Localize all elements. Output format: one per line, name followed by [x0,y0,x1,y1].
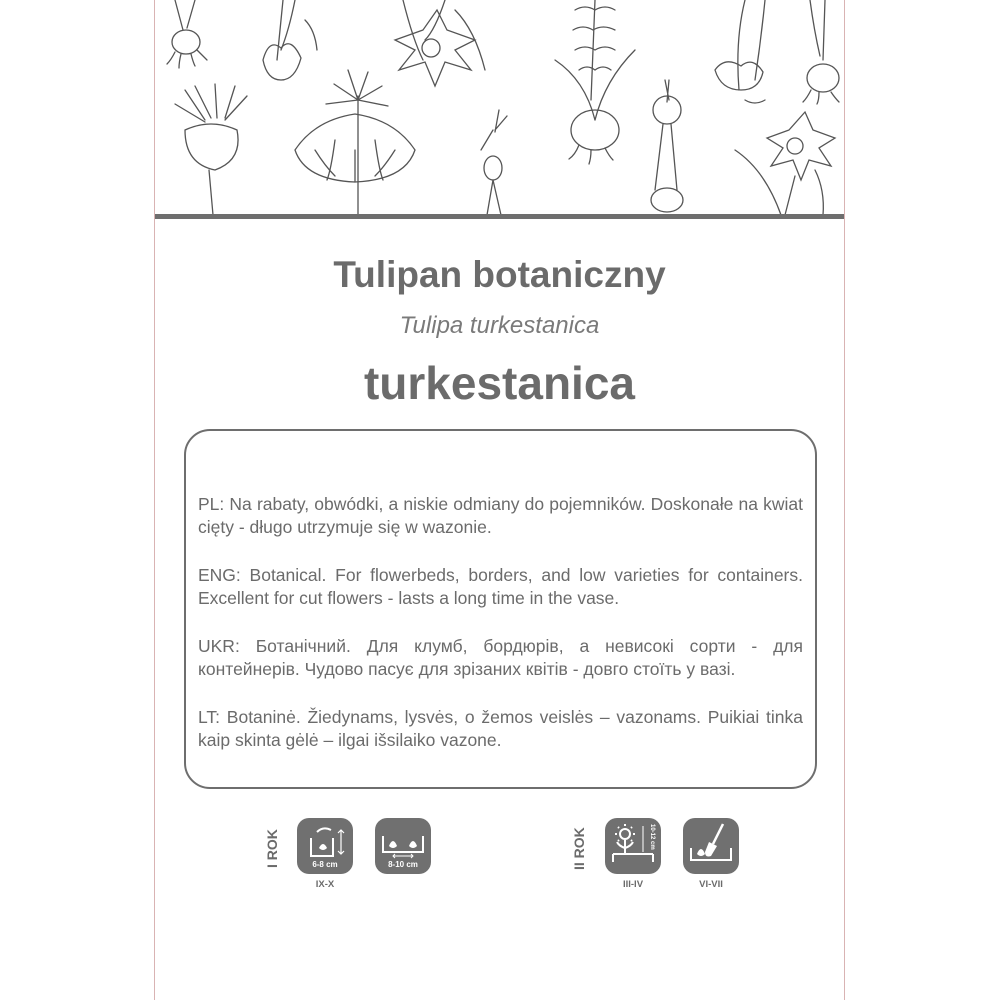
flowering-months: III-IV [622,879,644,890]
height-value: 10-12 cm [649,824,655,850]
bulb-drawing-icon [481,110,507,215]
bulb-spacing-tile [375,818,431,874]
narcissus-drawing-icon [735,112,835,215]
fritillaria-drawing-icon [295,70,415,215]
bulb-drawing-icon [651,80,683,212]
year-two-label: II ROK [571,827,587,870]
botanical-illustration [155,0,844,218]
variety-name: turkestanica [363,357,635,409]
narcissus-drawing-icon [395,0,485,86]
dig-months: VI-VII [699,879,723,890]
shovel-dig-icon [683,818,739,874]
planting-months: IX-X [315,879,335,890]
spacing-value: 8-10 cm [388,860,418,869]
description-lt: LT: Botaninė. Žiedynams, lysvės, o žemos veislės – vazonams. Puikiai tinka kaip skinta gėlė – ilgai išsilaiko vazone. [198,707,803,750]
description-eng: ENG: Botanical. For flowerbeds, borders, and low varieties for containers. Excellent for cut flowers - lasts a long time in the vase. [198,565,803,608]
allium-drawing-icon [175,84,247,215]
illustration-divider [155,214,844,219]
planting-depth-tile [297,818,353,874]
dig-up-tile [683,818,739,874]
year-one-label: I ROK [264,829,280,868]
bulb-drawing-icon [803,0,839,104]
description-pl: PL: Na rabaty, obwódki, a niskie odmiany do pojemników. Doskonałe na kwiat cięty - długo utrzymuje się w wazonie. [198,494,803,537]
description-ukr: UKR: Ботанічний. Для клумб, бордюрів, а невисокі сорти - для контейнерів. Чудово пасує для зрізаних квітів - довго стоїть у вазі. [198,636,803,679]
product-title: Tulipan botaniczny [333,254,666,295]
planting-depth-value: 6-8 cm [312,860,338,869]
flower-height-tile [605,818,661,874]
hyacinth-drawing-icon [555,0,635,164]
description-text [198,493,803,777]
bulb-drawing-icon [167,0,207,68]
crocus-drawing-icon [263,0,317,80]
iris-drawing-icon [715,0,765,103]
latin-name: Tulipa turkestanica [399,312,600,339]
